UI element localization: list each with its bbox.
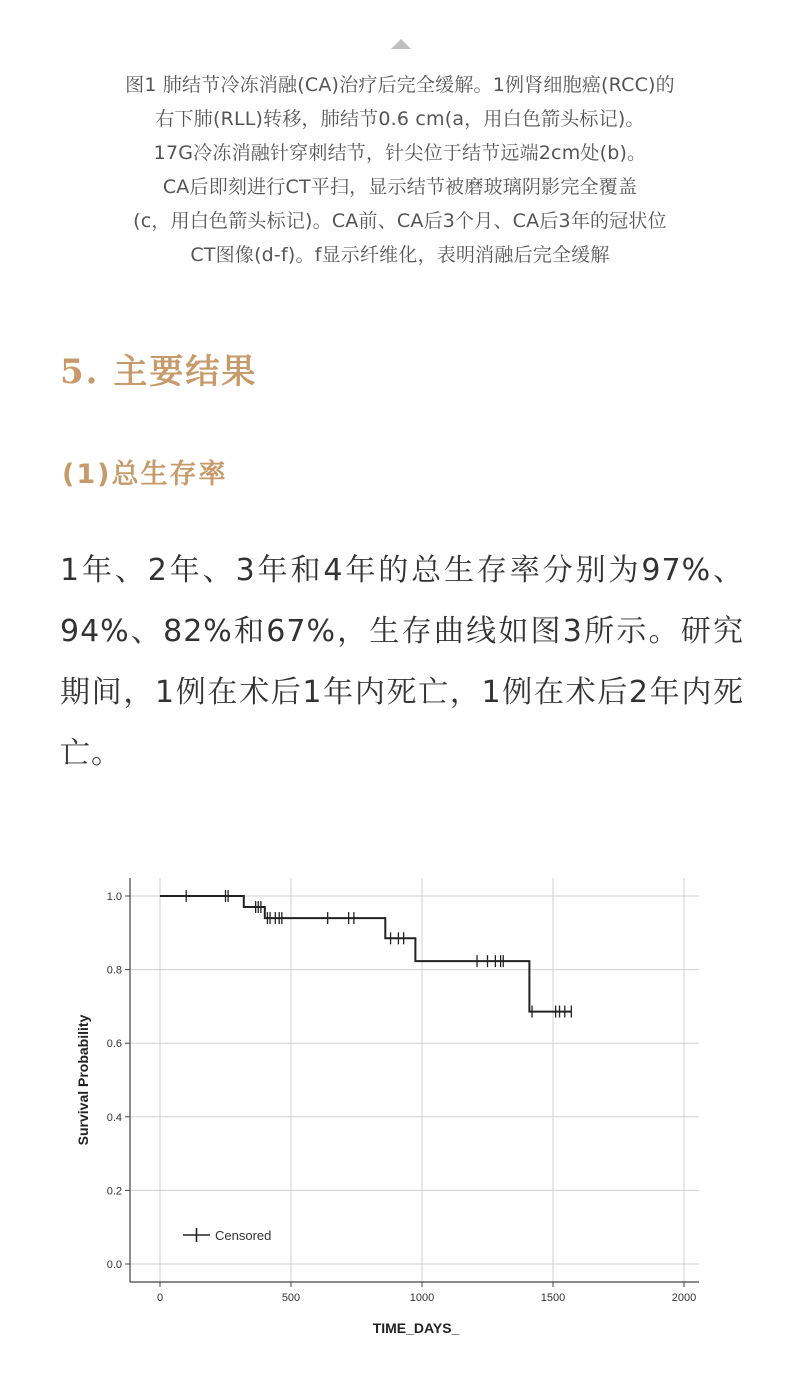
caption-line: CA后即刻进行CT平扫，显示结节被磨玻璃阴影完全覆盖 (162, 176, 638, 198)
x-tick-label: 2000 (671, 1292, 697, 1304)
caption-line: 右下肺(RLL)转移，肺结节0.6 cm(a，用白色箭头标记)。 (155, 108, 645, 130)
survival-step-line (160, 896, 571, 1012)
legend-censored-label: Censored (215, 1228, 272, 1243)
x-tick-label: 1500 (540, 1292, 566, 1304)
chart-legend (183, 1228, 271, 1243)
caption-line: (c，用白色箭头标记)。CA前、CA后3个月、CA后3年的冠状位 (133, 210, 667, 232)
scroll-up-triangle-icon[interactable] (391, 39, 411, 49)
figure-caption (40, 68, 760, 272)
x-tick-label: 1000 (409, 1292, 435, 1304)
y-tick-label: 0.6 (106, 1038, 122, 1051)
body-paragraph: 1年、2年、3年和4年的总生存率分别为97%、94%、82%和67%，生存曲线如图3所示。研究期间，1例在术后1年内死亡，1例在术后2年内死亡。 (60, 553, 744, 771)
censored-marks (186, 890, 571, 1018)
x-tick-label: 0 (156, 1292, 164, 1304)
subsection-title: (1)总生存率 (62, 459, 228, 490)
x-axis-label: TIME_DAYS_ (372, 1320, 460, 1336)
caption-line: 图1 肺结节冷冻消融(CA)治疗后完全缓解。1例肾细胞癌(RCC)的 (125, 74, 675, 96)
tick-labels (107, 891, 697, 1304)
y-tick-label: 0.2 (106, 1185, 122, 1198)
section-title: 5. 主要结果 (60, 352, 258, 392)
caption-line: CT图像(d-f)。f显示纤维化，表明消融后完全缓解 (190, 244, 610, 266)
y-tick-label: 0.8 (106, 964, 122, 977)
y-axis-label: Survival Probability (75, 1014, 91, 1146)
survival-curve-chart (70, 860, 730, 1350)
chart-axes (125, 878, 699, 1287)
y-tick-label: 0.4 (106, 1111, 122, 1124)
caption-line: 17G冷冻消融针穿刺结节，针尖位于结节远端2cm处(b)。 (153, 142, 647, 164)
x-tick-label: 500 (281, 1292, 301, 1304)
y-tick-label: 0.0 (106, 1259, 122, 1271)
survival-curve (160, 896, 571, 1012)
y-tick-label: 1.0 (106, 891, 122, 903)
